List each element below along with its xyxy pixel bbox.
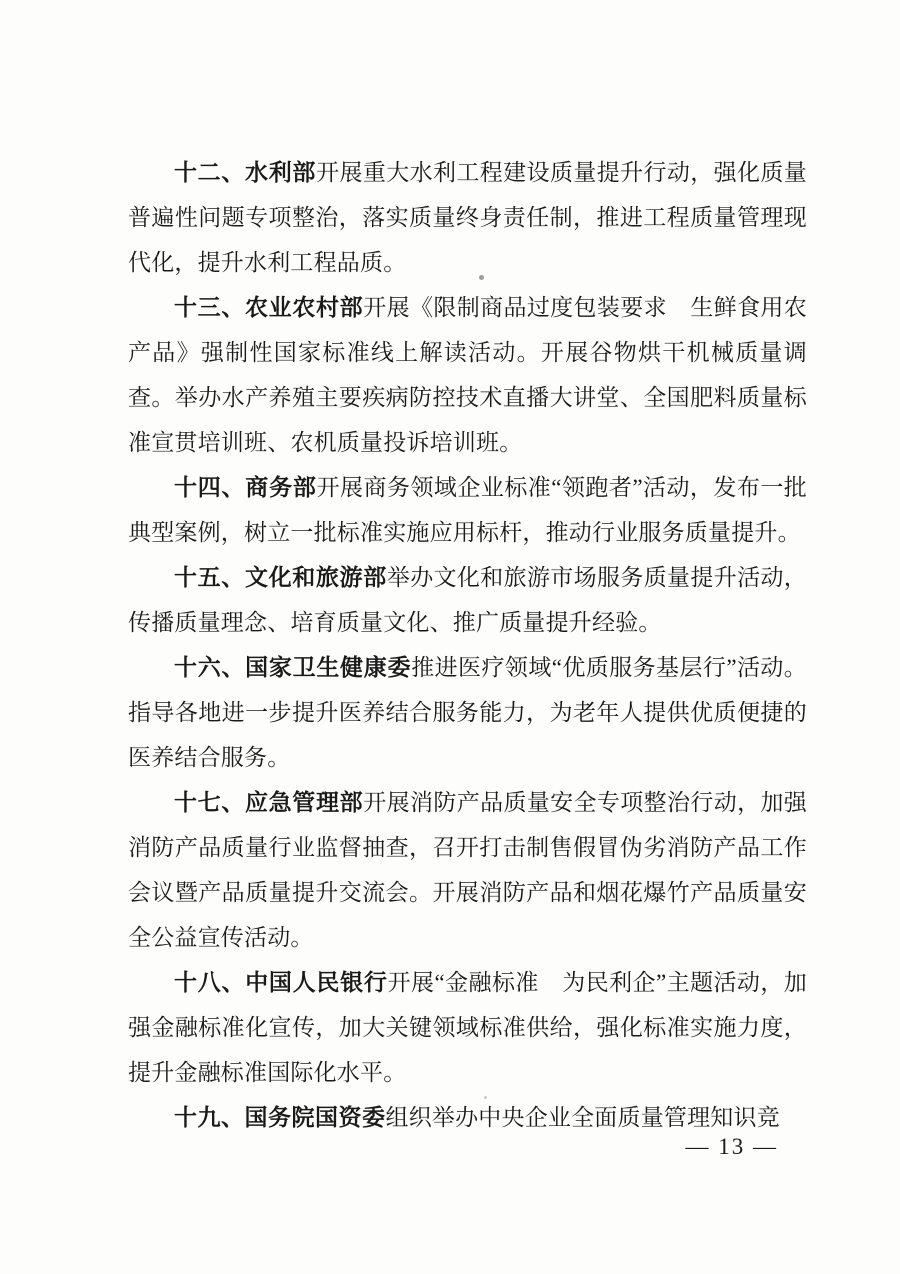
paragraph-heading: 十三、农业农村部 <box>174 294 364 320</box>
page-number: — 13 — <box>685 1134 778 1159</box>
paragraph <box>128 285 807 465</box>
paragraph <box>128 465 807 555</box>
paragraph-body: 开展商务领域企业标准“领跑者”活动，发布一批典型案例，树立一批标准实施应用标杆，推动行业服务质量提升。 <box>128 475 807 545</box>
paragraph-heading: 十五、文化和旅游部 <box>174 564 387 590</box>
paragraph <box>128 780 807 960</box>
paragraph-body: 推进医疗领域“优质服务基层行”活动。指导各地进一步提升医养结合服务能力，为老年人提供优质便捷的医养结合服务。 <box>128 655 807 770</box>
page-footer <box>686 1130 779 1164</box>
scan-artifact-dot <box>484 1096 487 1099</box>
paragraph-heading: 十七、应急管理部 <box>174 789 364 815</box>
paragraph-body: 开展“金融标准 为民利企”主题活动，加强金融标准化宣传，加大关键领域标准供给，强化标准实施力度，提升金融标准国际化水平。 <box>128 970 807 1085</box>
paragraph-body: 开展消防产品质量安全专项整治行动，加强消防产品质量行业监督抽查，召开打击制售假冒伪劣消防产品工作会议暨产品质量提升交流会。开展消防产品和烟花爆竹产品质量安全公益宣传活动。 <box>128 790 807 950</box>
paragraph-heading: 十二、水利部 <box>174 159 317 185</box>
paragraph-body: 开展重大水利工程建设质量提升行动，强化质量普遍性问题专项整治，落实质量终身责任制，推进工程质量管理现代化，提升水利工程品质。 <box>128 160 807 275</box>
document-body <box>128 150 807 1140</box>
paragraph <box>128 960 807 1095</box>
paragraph <box>128 645 807 780</box>
paragraph-body: 举办文化和旅游市场服务质量提升活动，传播质量理念、培育质量文化、推广质量提升经验。 <box>128 565 808 635</box>
paragraph-heading: 十八、中国人民银行 <box>174 969 388 995</box>
paragraph-heading: 十四、商务部 <box>174 474 317 500</box>
paragraph-body: 组织举办中央企业全面质量管理知识竞 <box>385 1105 780 1130</box>
scan-artifact-dot <box>479 275 484 280</box>
paragraph-body: 开展《限制商品过度包装要求 生鲜食用农产品》强制性国家标准线上解读活动。开展谷物烘干机械质量调查。举办水产养殖主要疾病防控技术直播大讲堂、全国肥料质量标准宣贯培训班、农机质量投诉培训班。 <box>128 295 807 455</box>
paragraph-heading: 十九、国务院国资委 <box>174 1104 386 1130</box>
paragraph-heading: 十六、国家卫生健康委 <box>174 654 412 680</box>
paragraph <box>128 555 807 645</box>
paragraph <box>128 150 807 285</box>
